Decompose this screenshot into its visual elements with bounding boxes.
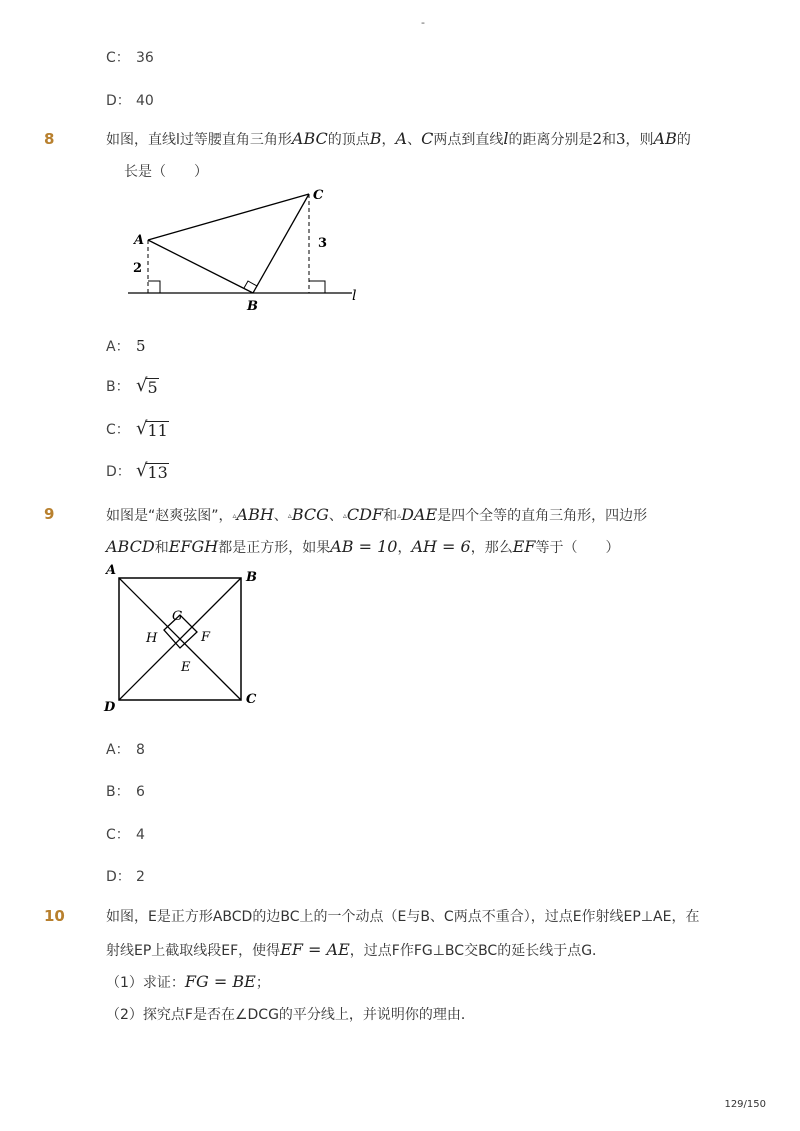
stem-text: 两点到直线 bbox=[433, 132, 504, 148]
label-h: H bbox=[146, 631, 158, 646]
q9-option-a bbox=[106, 739, 145, 759]
q9-stem-line2 bbox=[106, 537, 620, 558]
option-value: 5 bbox=[147, 378, 158, 397]
q8-option-a bbox=[106, 336, 146, 356]
math-dae: DAE bbox=[401, 505, 438, 524]
option-value: 6 bbox=[136, 784, 145, 800]
q8-option-d bbox=[106, 461, 169, 481]
stem-text: 、 bbox=[328, 508, 343, 524]
segment-bc bbox=[253, 194, 309, 293]
option-label: D： bbox=[106, 869, 131, 885]
option-label: D： bbox=[106, 93, 131, 109]
option-label: D： bbox=[106, 464, 131, 480]
option-value: 11 bbox=[147, 421, 168, 440]
math-c: C bbox=[421, 129, 434, 148]
math-cdf: CDF bbox=[346, 505, 384, 524]
label-dist-a: 2 bbox=[133, 261, 143, 276]
math-a: A bbox=[395, 129, 408, 148]
page-top-mark: - bbox=[421, 16, 425, 29]
q8-stem-line1 bbox=[106, 129, 691, 150]
math-ab: AB bbox=[653, 129, 677, 148]
q9-option-c bbox=[106, 824, 145, 844]
radical-sign: √ bbox=[136, 418, 148, 439]
stem-text: 、 bbox=[407, 132, 422, 148]
sqrt bbox=[136, 377, 159, 396]
math-bcg: BCG bbox=[291, 505, 329, 524]
math-ef-eq-ae: EF = AE bbox=[280, 940, 350, 959]
segment-ab bbox=[148, 240, 253, 293]
stem-text: 是四个全等的直角三角形，四边形 bbox=[437, 508, 648, 524]
sqrt bbox=[136, 462, 169, 481]
radical-sign: √ bbox=[136, 460, 148, 481]
math-l: l bbox=[503, 129, 509, 148]
q8-option-c bbox=[106, 419, 169, 439]
math-efgh: EFGH bbox=[168, 537, 219, 556]
stem-text: 的顶点 bbox=[327, 132, 370, 148]
stem-text: 如图，直线l过等腰直角三角形 bbox=[106, 132, 292, 148]
math-abh: ABH bbox=[236, 505, 274, 524]
q9-option-b bbox=[106, 781, 145, 801]
option-label: B： bbox=[106, 784, 130, 800]
math-ef: EF bbox=[512, 537, 536, 556]
q10-number: 10 bbox=[44, 907, 65, 925]
label-e: E bbox=[181, 660, 191, 675]
label-a: A bbox=[106, 563, 117, 578]
math-abc: ABC bbox=[291, 129, 328, 148]
math-b: B bbox=[369, 129, 382, 148]
stem-text: 射线EP上截取线段EF，使得 bbox=[106, 943, 281, 959]
label-a: A bbox=[134, 233, 145, 248]
label-dist-c: 3 bbox=[318, 236, 328, 251]
sqrt bbox=[136, 420, 169, 439]
q8-option-b bbox=[106, 376, 159, 396]
label-d: D bbox=[104, 700, 116, 715]
q9-stem-line1 bbox=[106, 505, 647, 526]
stem-text: ， bbox=[381, 132, 396, 148]
q10-part2: （2）探究点F是否在∠DCG的平分线上，并说明你的理由． bbox=[106, 1007, 475, 1023]
stem-text: 的距离分别是 bbox=[508, 132, 593, 148]
math-fg-eq-be: FG = BE bbox=[184, 972, 256, 991]
page-number: 129/150 bbox=[724, 1099, 766, 1110]
q9-option-d bbox=[106, 866, 145, 886]
label-f: F bbox=[201, 630, 211, 645]
q8-number: 8 bbox=[44, 130, 55, 148]
label-c: C bbox=[246, 692, 257, 707]
option-label: C： bbox=[106, 50, 130, 66]
triangle-symbol: ▵ bbox=[342, 511, 347, 520]
option-value: 8 bbox=[136, 742, 145, 758]
math-ab-eq: AB = 10 bbox=[330, 537, 398, 556]
stem-text: 等于（ ） bbox=[535, 540, 620, 556]
label-l: l bbox=[352, 288, 357, 304]
stem-text: （1）求证： bbox=[106, 975, 185, 991]
option-label: A： bbox=[106, 339, 130, 355]
math-2: 2 bbox=[592, 130, 602, 148]
label-b: B bbox=[246, 570, 257, 585]
math-3: 3 bbox=[616, 130, 626, 148]
right-angle-b bbox=[244, 281, 257, 288]
stem-text: 和 bbox=[154, 540, 169, 556]
option-value: 13 bbox=[147, 463, 168, 482]
option-label: C： bbox=[106, 422, 130, 438]
q10-stem-line2 bbox=[106, 940, 606, 961]
math-abcd: ABCD bbox=[106, 537, 155, 556]
option-value: 36 bbox=[136, 50, 154, 66]
option-label: C： bbox=[106, 827, 130, 843]
radical-sign: √ bbox=[136, 375, 148, 396]
math-ah-eq: AH = 6 bbox=[411, 537, 471, 556]
q7-option-c bbox=[106, 47, 154, 67]
stem-text: ， bbox=[397, 540, 412, 556]
option-value: 5 bbox=[136, 337, 146, 355]
label-b: B bbox=[247, 299, 258, 314]
option-label: A： bbox=[106, 742, 130, 758]
option-value: 40 bbox=[136, 93, 154, 109]
option-value: 2 bbox=[136, 869, 145, 885]
q10-part1 bbox=[106, 972, 270, 993]
stem-text: 和 bbox=[602, 132, 616, 148]
segment-ac bbox=[148, 194, 309, 240]
label-c: C bbox=[313, 188, 324, 203]
q9-number: 9 bbox=[44, 505, 55, 523]
right-angle-c bbox=[309, 281, 325, 293]
stem-text: 的 bbox=[676, 132, 691, 148]
stem-text: 如图是“赵爽弦图”， bbox=[106, 508, 233, 524]
q8-stem-line2: 长是（ ） bbox=[124, 164, 208, 180]
stem-text: ； bbox=[255, 975, 270, 991]
triangle-symbol: ▵ bbox=[232, 511, 237, 520]
option-label: B： bbox=[106, 379, 130, 395]
stem-text: ，过点F作FG⊥BC交BC的延长线于点G． bbox=[349, 943, 607, 959]
q7-option-d bbox=[106, 90, 154, 110]
stem-text: ，那么 bbox=[470, 540, 513, 556]
stem-text: ，则 bbox=[625, 132, 654, 148]
q10-stem-line1: 如图，E是正方形ABCD的边BC上的一个动点（E与B、C两点不重合），过点E作射线EP⊥AE，在 bbox=[106, 909, 700, 925]
option-value: 4 bbox=[136, 827, 145, 843]
q8-figure bbox=[120, 180, 370, 315]
triangle-symbol: ▵ bbox=[287, 511, 292, 520]
right-angle-a bbox=[148, 281, 160, 293]
stem-text: 、 bbox=[273, 508, 288, 524]
label-g: G bbox=[172, 609, 183, 624]
triangle-symbol: ▵ bbox=[397, 511, 402, 520]
q9-figure bbox=[100, 560, 270, 715]
stem-text: 都是正方形，如果 bbox=[218, 540, 331, 556]
stem-text: 和 bbox=[383, 508, 398, 524]
